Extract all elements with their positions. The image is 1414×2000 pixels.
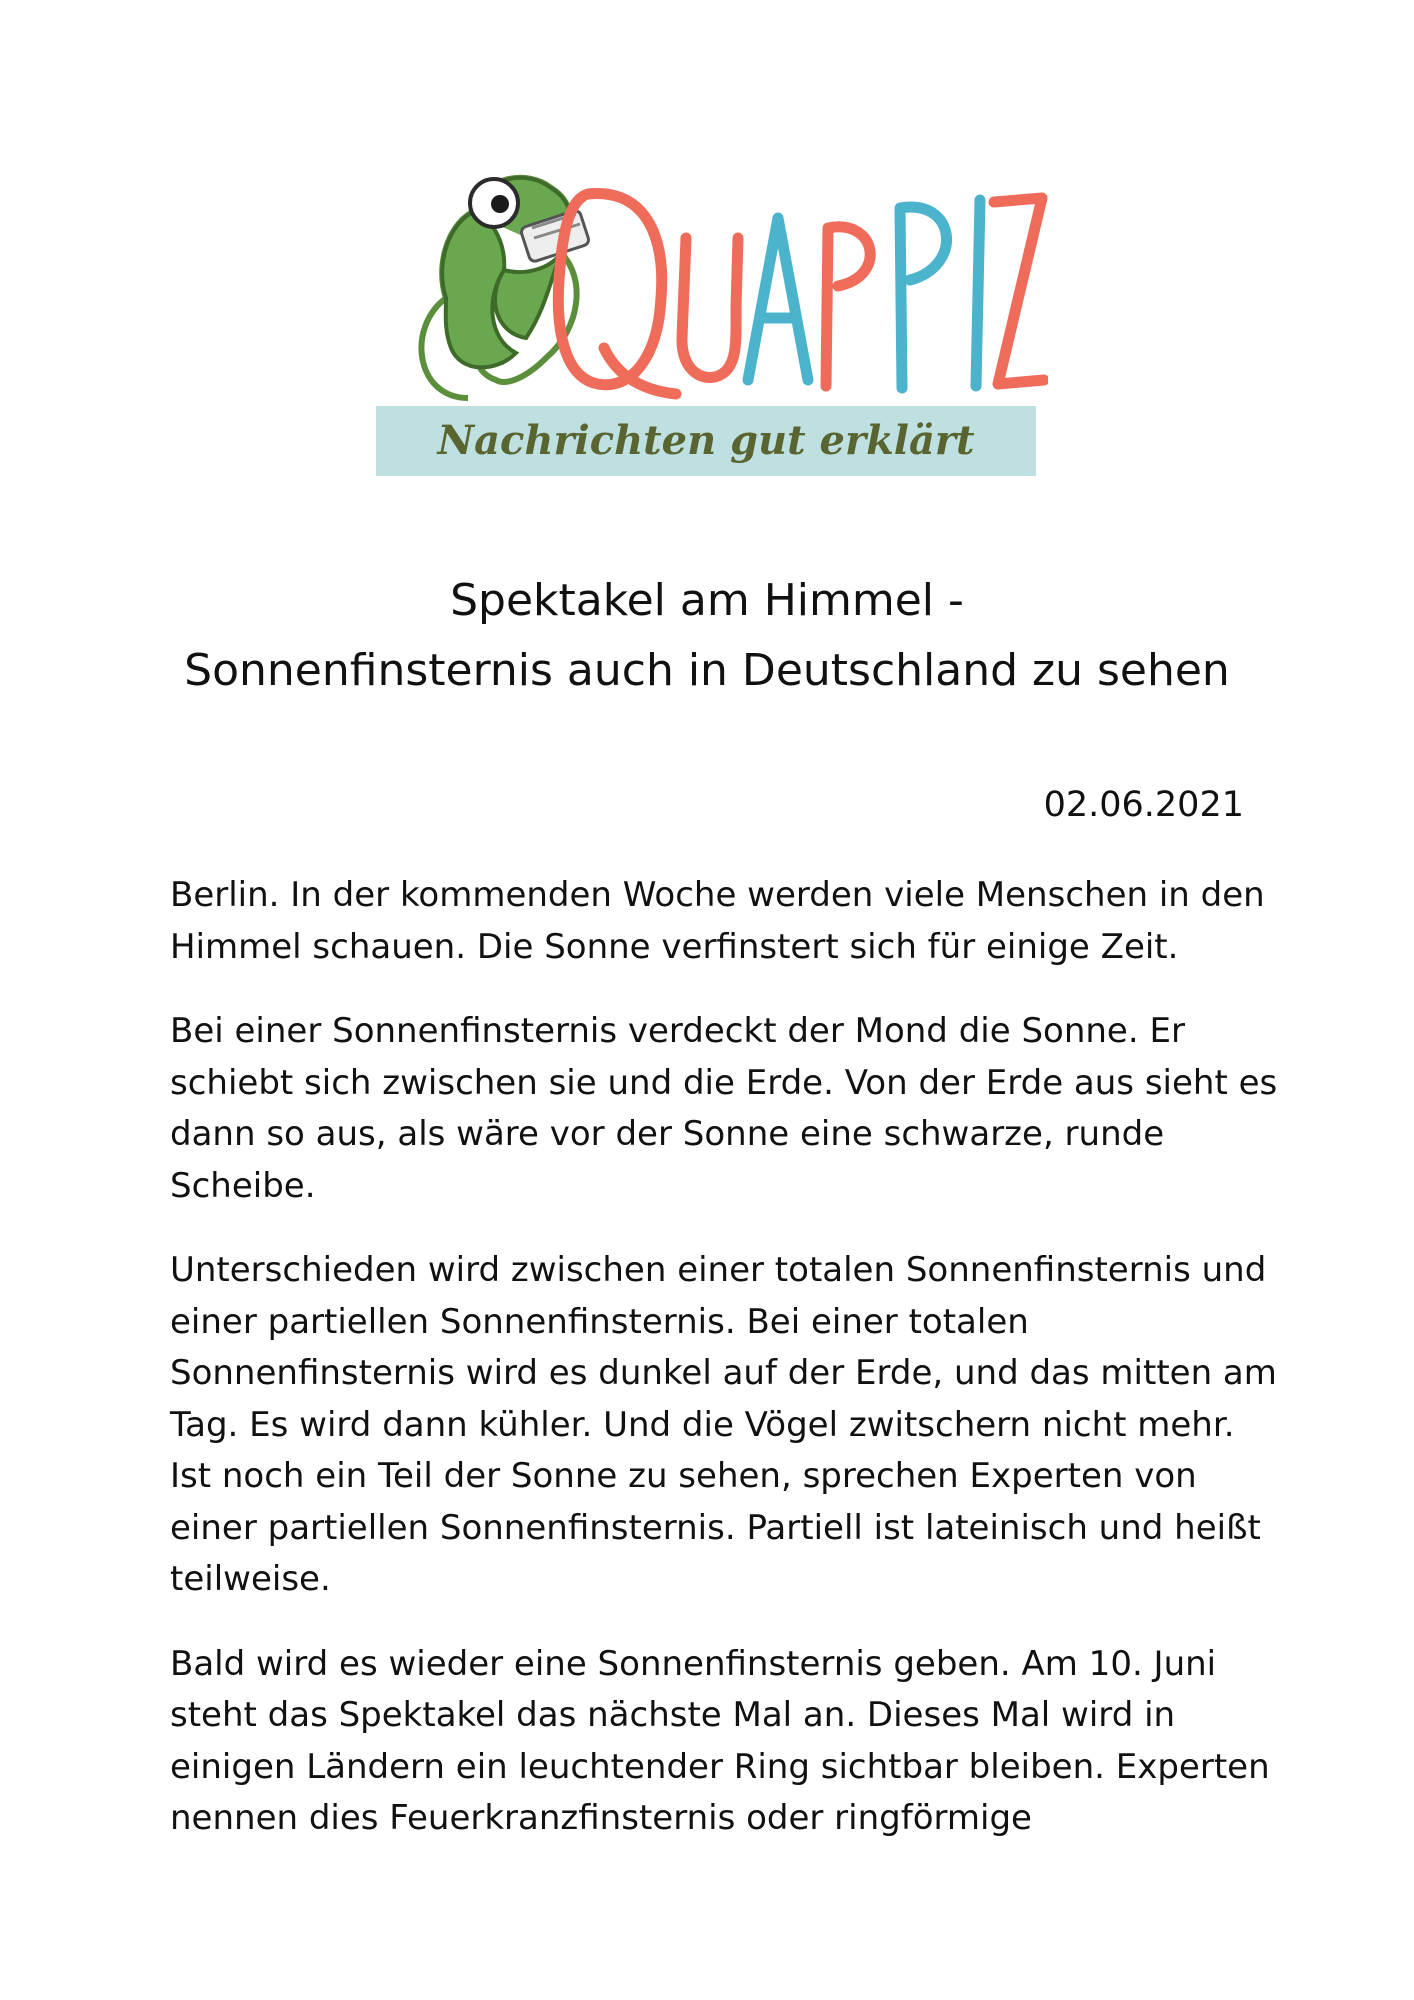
text-line: Sonnenfinsternis wird es dunkel auf der Erde, und das mitten am	[170, 1353, 1277, 1393]
letter-z	[994, 198, 1044, 384]
logo-graphic	[376, 158, 1048, 478]
text-line: schiebt sich zwischen sie und die Erde. Von der Erde aus sieht es	[170, 1062, 1278, 1103]
title-line: Spektakel am Himmel -	[450, 575, 964, 626]
text-line: Unterschieden wird zwischen einer totalen Sonnenfinsternis und	[170, 1250, 1267, 1290]
paragraph	[170, 870, 1270, 973]
letter-p-2	[900, 207, 947, 388]
article-title	[150, 566, 1264, 706]
text-line: Tag. Es wird dann kühler. Und die Vögel zwitschern nicht mehr.	[170, 1404, 1235, 1445]
text-line: dann so aus, als wäre vor der Sonne eine schwarze, runde	[170, 1114, 1165, 1154]
text-line: Bei einer Sonnenfinsternis verdeckt der Mond die Sonne. Er	[170, 1011, 1185, 1051]
text-line: einigen Ländern ein leuchtender Ring sichtbar bleiben. Experten	[170, 1746, 1270, 1787]
chameleon-mascot-icon	[421, 178, 590, 398]
logo-tagline: Nachrichten gut erklärt	[437, 417, 975, 464]
text-line: einer partiellen Sonnenfinsternis. Partiell ist lateinisch und heißt	[170, 1507, 1261, 1548]
text-line: einer partiellen Sonnenfinsternis. Bei einer totalen	[170, 1301, 1029, 1342]
text-line: teilweise.	[170, 1559, 331, 1599]
paragraph	[170, 1639, 1270, 1845]
text-line: Himmel schauen. Die Sonne verfinstert sich für einige Zeit.	[170, 926, 1179, 967]
text-line: Berlin. In der kommenden Woche werden viele Menschen in den	[170, 875, 1265, 915]
article-date: 02.06.2021	[1043, 785, 1244, 825]
letter-u	[682, 238, 738, 378]
paragraph	[170, 1006, 1278, 1212]
text-line: Bald wird es wieder eine Sonnenfinsternis geben. Am 10. Juni	[170, 1643, 1217, 1684]
wordmark	[558, 194, 1044, 394]
text-line: Ist noch ein Teil der Sonne zu sehen, sprechen Experten von	[170, 1456, 1197, 1496]
letter-a	[748, 218, 808, 380]
text-line: Scheibe.	[170, 1165, 316, 1206]
paragraph	[170, 1245, 1277, 1606]
title-line: Sonnenfinsternis auch in Deutschland zu sehen	[184, 645, 1230, 696]
quappiz-logo	[376, 158, 1048, 478]
letter-i	[976, 200, 980, 386]
letter-p-1	[826, 227, 870, 386]
text-line: steht das Spektakel das nächste Mal an. Dieses Mal wird in	[170, 1695, 1176, 1735]
article-body	[170, 870, 1278, 1878]
text-line: nennen dies Feuerkranzfinsternis oder ringförmige	[170, 1798, 1032, 1838]
